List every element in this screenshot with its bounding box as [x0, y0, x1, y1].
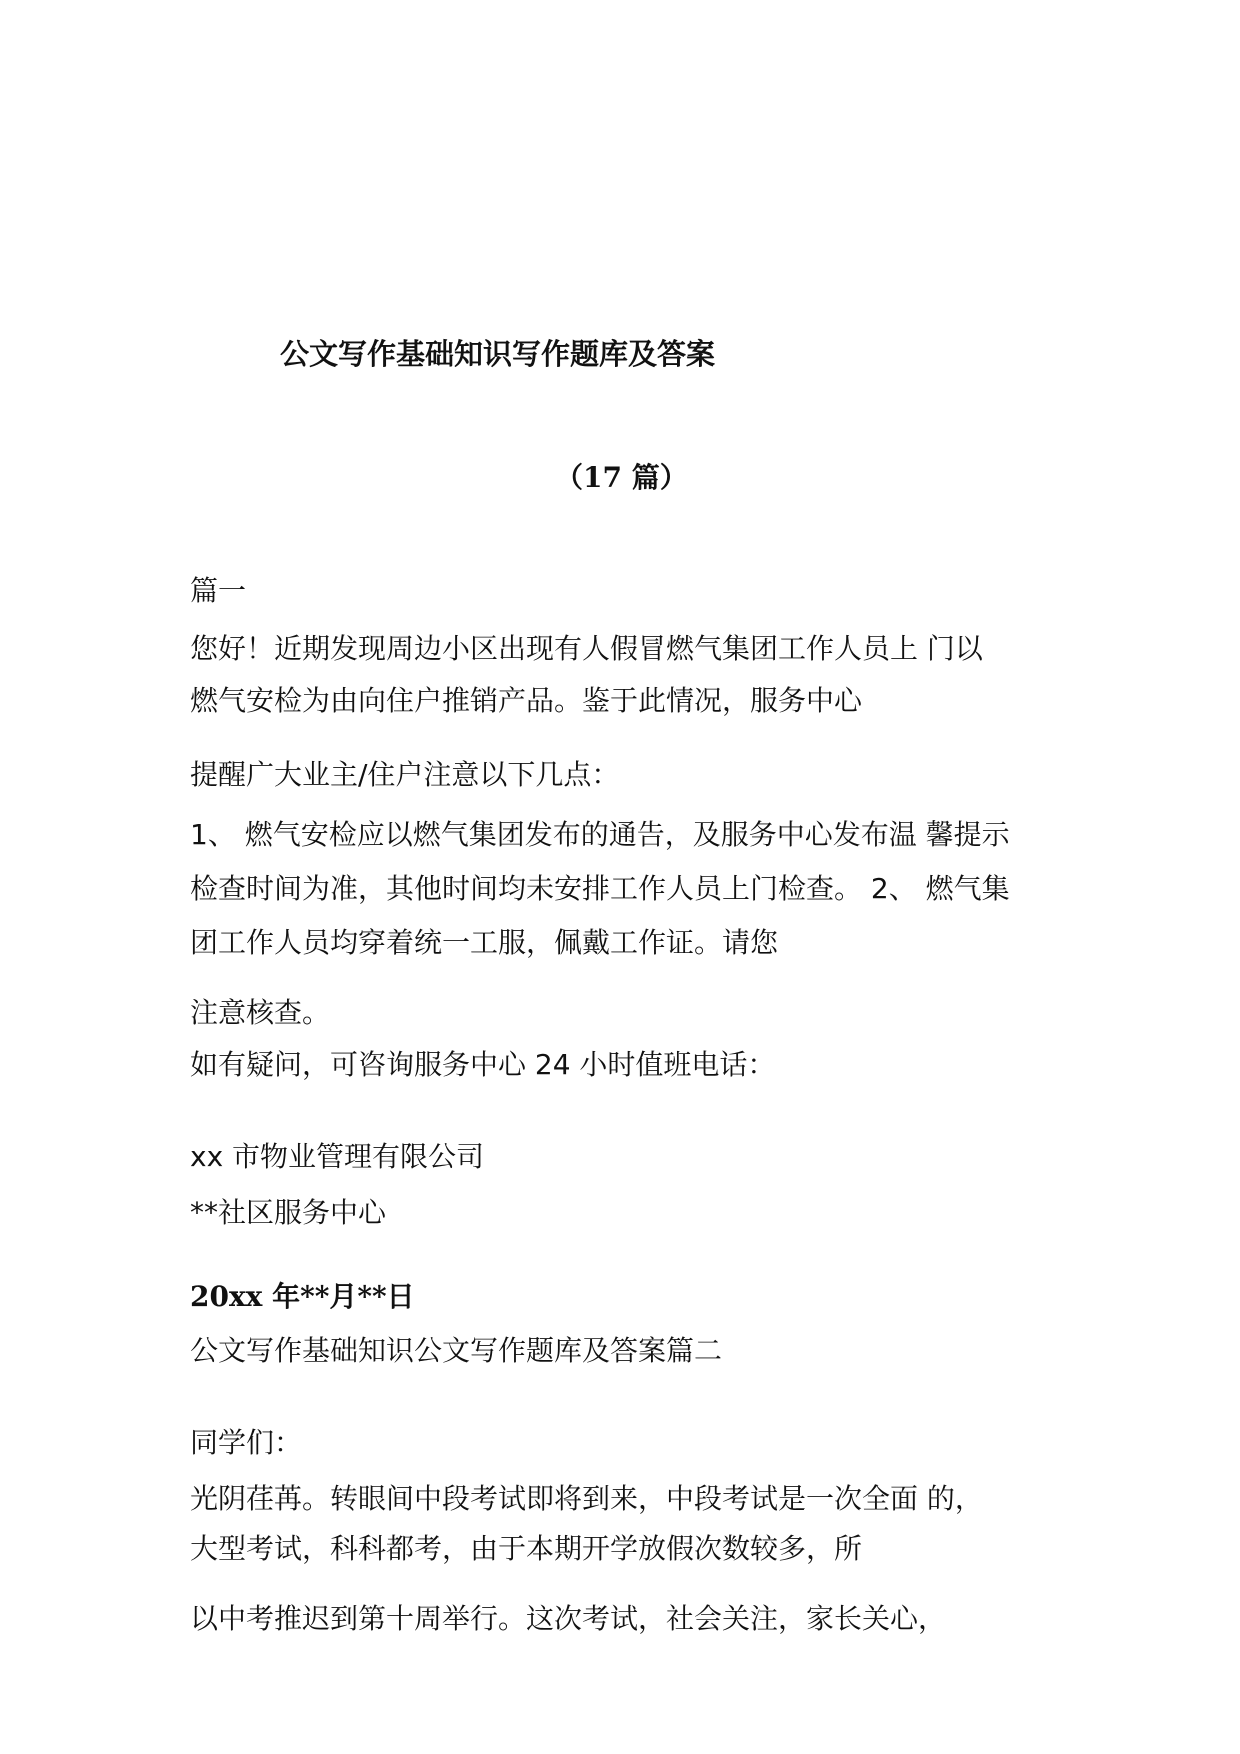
paragraph-line: 您好！近期发现周边小区出现有人假冒燃气集团工作人员上 门以: [190, 632, 983, 665]
paragraph-line: 光阴荏苒。转眼间中段考试即将到来，中段考试是一次全面 的，: [190, 1482, 983, 1515]
paragraph-line: 如有疑问，可咨询服务中心 24 小时值班电话：: [190, 1048, 776, 1081]
paragraph-line: 燃气安检为由向住户推销产品。鉴于此情况，服务中心: [190, 684, 863, 717]
paragraph-line: 注意核查。: [190, 996, 331, 1029]
paragraph-line: 以中考推迟到第十周举行。这次考试，社会关注，家长关心，: [190, 1602, 947, 1635]
paragraph-line: 团工作人员均穿着统一工服，佩戴工作证。请您: [190, 926, 779, 959]
paragraph-line: 1、 燃气安检应以燃气集团发布的通告，及服务中心发布温 馨提示: [190, 818, 1010, 851]
document-title: 公文写作基础知识写作题库及答案: [280, 337, 716, 371]
paragraph-line: 大型考试，科科都考，由于本期开学放假次数较多，所: [190, 1532, 863, 1565]
company-name: xx 市物业管理有限公司: [190, 1140, 485, 1173]
document-subtitle: （17 篇）: [555, 461, 688, 494]
paragraph-line: 提醒广大业主/住户注意以下几点：: [190, 758, 620, 791]
section1-heading: 篇一: [190, 574, 247, 607]
service-center-name: **社区服务中心: [190, 1196, 387, 1229]
paragraph-line: 同学们：: [190, 1426, 303, 1459]
document-date: 20xx 年**月**日: [190, 1280, 415, 1313]
section2-heading: 公文写作基础知识公文写作题库及答案篇二: [190, 1334, 723, 1367]
paragraph-line: 检查时间为准，其他时间均未安排工作人员上门检查。 2、 燃气集: [190, 872, 1010, 905]
